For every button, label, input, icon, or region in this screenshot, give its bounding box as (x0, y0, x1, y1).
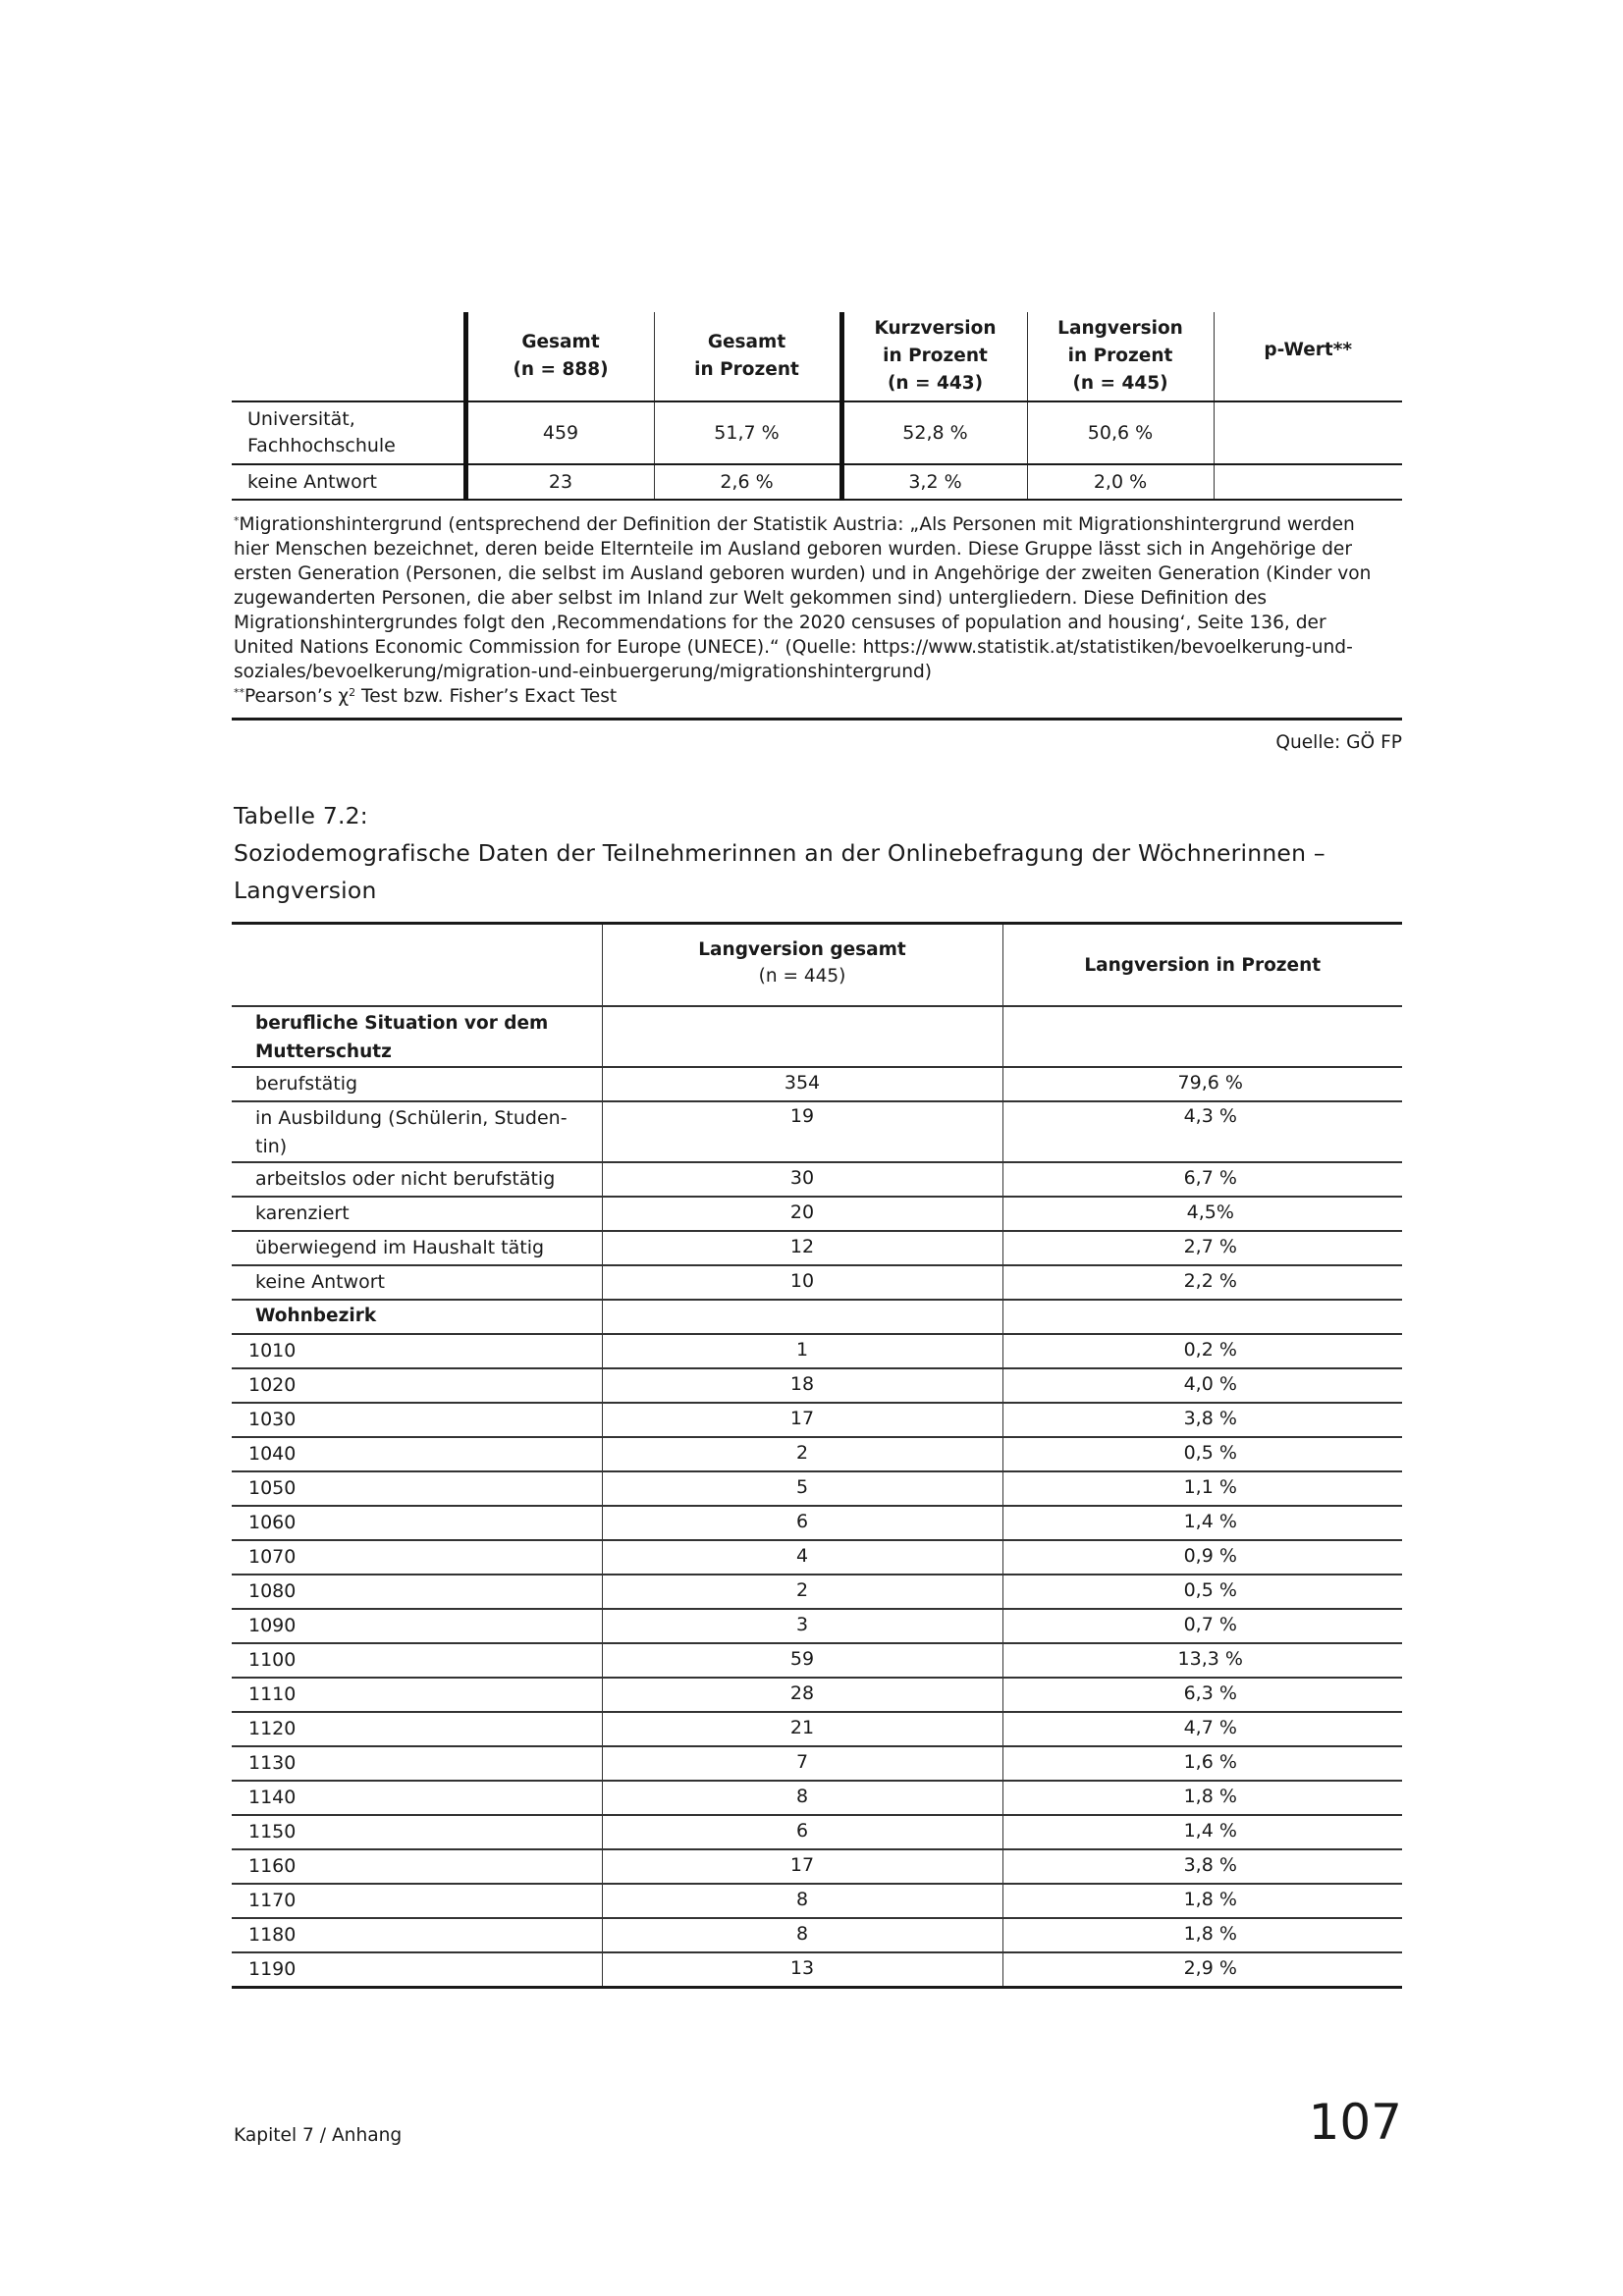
table-header-row (232, 312, 1402, 401)
footnote-line: soziales/bevoelkerung/migration-und-einbuergerung/migrationshintergrund) (234, 662, 933, 682)
cell-n: 20 (602, 1197, 1002, 1231)
cell-n: 4 (602, 1540, 1002, 1575)
row-label (232, 401, 465, 464)
footnote-line: hier Menschen bezeichnet, deren beide Elternteile im Ausland geboren wurden. Diese Gruppe lässt sich in Angehörige der (234, 539, 1352, 560)
table-row (232, 1067, 1402, 1101)
row-label: 1190 (232, 1952, 602, 1988)
row-label: 1110 (232, 1678, 602, 1712)
cell-n: 17 (602, 1403, 1002, 1437)
cell-pct: 0,2 % (1002, 1334, 1402, 1368)
cell-gesamt: 459 (465, 401, 654, 464)
table-row (232, 1506, 1402, 1540)
cell-pct: 4,3 % (1002, 1101, 1402, 1162)
cell-pct: 6,7 % (1002, 1162, 1402, 1197)
row-label: berufstätig (232, 1067, 602, 1101)
caption-title-line2: Langversion (234, 877, 377, 904)
caption-label: Tabelle 7.2: (234, 802, 368, 829)
footnote-rule (232, 718, 1402, 721)
table-row (232, 1575, 1402, 1609)
row-label: 1050 (232, 1471, 602, 1506)
caption-title-line1: Soziodemografische Daten der Teilnehmerinnen an der Onlinebefragung der Wöchnerinnen – (234, 839, 1325, 867)
header-line: in Prozent (694, 359, 799, 380)
header-line: (n = 888) (513, 359, 609, 380)
table-row (232, 1437, 1402, 1471)
cell-pct: 1,8 % (1002, 1781, 1402, 1815)
footnote-line: United Nations Economic Commission for Europe (UNECE).“ (Quelle: https://www.statistik.at/statistiken/bevoelkerung-und- (234, 637, 1353, 658)
table-caption (234, 797, 1402, 909)
footnote-marker: ** (234, 686, 244, 699)
cell-pct: 4,7 % (1002, 1712, 1402, 1746)
section-title-line: berufliche Situation vor dem (255, 1013, 549, 1034)
footnote-test (234, 684, 1402, 709)
cell-pct: 1,4 % (1002, 1506, 1402, 1540)
table-row (232, 1643, 1402, 1678)
cell-gesamt: 23 (465, 464, 654, 500)
label-line: in Ausbildung (Schülerin, Studen- (255, 1107, 568, 1129)
row-label: 1090 (232, 1609, 602, 1643)
cell-n: 354 (602, 1067, 1002, 1101)
row-label: 1100 (232, 1643, 602, 1678)
table-row (232, 1952, 1402, 1988)
header-line: Gesamt (707, 332, 786, 352)
row-label: 1010 (232, 1334, 602, 1368)
footnote-line: Migrationshintergrundes folgt den ‚Recommendations for the 2020 censuses of population and housing‘, Seite 136, der (234, 613, 1326, 633)
table-row (232, 1781, 1402, 1815)
header-langversion-prozent: Langversion in Prozent (1002, 924, 1402, 1007)
cell-n: 19 (602, 1101, 1002, 1162)
row-label: keine Antwort (232, 1265, 602, 1300)
header-line: Langversion (1057, 318, 1183, 339)
table-row (232, 1368, 1402, 1403)
row-label: 1180 (232, 1918, 602, 1952)
empty-cell (1002, 1300, 1402, 1334)
running-footer-chapter: Kapitel 7 / Anhang (234, 2125, 403, 2146)
label-line: keine Antwort (247, 470, 377, 493)
header-line: Langversion gesamt (698, 939, 906, 960)
table-row (232, 1197, 1402, 1231)
table-row (232, 1162, 1402, 1197)
label-line: Fachhochschule (247, 435, 396, 456)
header-line: in Prozent (1067, 346, 1173, 366)
footnote-line: ersten Generation (Personen, die selbst im Ausland geboren wurden) und in Angehörige der zweiten Generation (Kinder von (234, 563, 1372, 584)
table-footnote (234, 512, 1402, 709)
cell-pct: 1,6 % (1002, 1746, 1402, 1781)
footnote-migration (234, 512, 1402, 684)
row-label: 1080 (232, 1575, 602, 1609)
cell-n: 1 (602, 1334, 1002, 1368)
table-row (232, 1231, 1402, 1265)
cell-lang-pct: 50,6 % (1027, 401, 1214, 464)
header-p-wert (1214, 312, 1402, 401)
cell-p-wert (1214, 464, 1402, 500)
cell-n: 2 (602, 1575, 1002, 1609)
district-rows (232, 1334, 1402, 1988)
cell-pct: 1,1 % (1002, 1471, 1402, 1506)
section-title: Wohnbezirk (232, 1300, 602, 1334)
row-label: überwiegend im Haushalt tätig (232, 1231, 602, 1265)
table-row (232, 401, 1402, 464)
cell-pct: 3,8 % (1002, 1403, 1402, 1437)
header-langversion-gesamt (602, 924, 1002, 1007)
cell-p-wert (1214, 401, 1402, 464)
cell-n: 18 (602, 1368, 1002, 1403)
label-line: Universität, (247, 408, 355, 430)
table-row (232, 1918, 1402, 1952)
cell-gesamt-pct: 2,6 % (654, 464, 841, 500)
row-label: 1160 (232, 1849, 602, 1884)
row-label: 1070 (232, 1540, 602, 1575)
section-header-row (232, 1300, 1402, 1334)
table-row (232, 1334, 1402, 1368)
header-langversion (1027, 312, 1214, 401)
source-note: Quelle: GÖ FP (1275, 732, 1402, 753)
cell-n: 10 (602, 1265, 1002, 1300)
row-label: 1040 (232, 1437, 602, 1471)
row-label (232, 1101, 602, 1162)
row-label: 1130 (232, 1746, 602, 1781)
empty-cell (602, 1300, 1002, 1334)
footnote-text: Pearson’s χ (244, 686, 350, 707)
table-row (232, 1265, 1402, 1300)
cell-pct: 4,5% (1002, 1197, 1402, 1231)
cell-pct: 4,0 % (1002, 1368, 1402, 1403)
cell-n: 6 (602, 1506, 1002, 1540)
header-empty (232, 312, 465, 401)
cell-n: 12 (602, 1231, 1002, 1265)
header-line: in Prozent (883, 346, 988, 366)
section-title-line: Mutterschutz (255, 1041, 392, 1062)
section-header-row (232, 1006, 1402, 1067)
header-gesamt-prozent (654, 312, 841, 401)
cell-pct: 0,5 % (1002, 1437, 1402, 1471)
row-label: arbeitslos oder nicht berufstätig (232, 1162, 602, 1197)
cell-pct: 1,8 % (1002, 1884, 1402, 1918)
row-label: 1150 (232, 1815, 602, 1849)
cell-pct: 13,3 % (1002, 1643, 1402, 1678)
table-row (232, 1712, 1402, 1746)
table-row (232, 1849, 1402, 1884)
cell-pct: 1,4 % (1002, 1815, 1402, 1849)
row-label: 1170 (232, 1884, 602, 1918)
cell-n: 8 (602, 1918, 1002, 1952)
row-label: 1030 (232, 1403, 602, 1437)
table-previous-continued (232, 312, 1402, 501)
cell-n: 6 (602, 1815, 1002, 1849)
footnote-marker: * (234, 514, 240, 527)
footnote-line: zugewanderten Personen, die aber selbst im Inland zur Welt gekommen sind) untergliedern. Diese Definition des (234, 588, 1268, 609)
header-line: p-Wert** (1264, 340, 1353, 360)
row-label: karenziert (232, 1197, 602, 1231)
cell-n: 7 (602, 1746, 1002, 1781)
header-line: Gesamt (521, 332, 600, 352)
footnote-line: Migrationshintergrund (entsprechend der Definition der Statistik Austria: „Als Personen mit Migrationshintergrund werden (239, 514, 1355, 535)
cell-n: 3 (602, 1609, 1002, 1643)
cell-pct: 0,7 % (1002, 1609, 1402, 1643)
header-line: (n = 445) (758, 966, 846, 987)
cell-n: 8 (602, 1781, 1002, 1815)
row-label (232, 464, 465, 500)
cell-n: 8 (602, 1884, 1002, 1918)
cell-n: 17 (602, 1849, 1002, 1884)
cell-gesamt-pct: 51,7 % (654, 401, 841, 464)
cell-kurz-pct: 3,2 % (841, 464, 1027, 500)
superscript: 2 (349, 686, 356, 699)
cell-pct: 2,9 % (1002, 1952, 1402, 1988)
header-line: (n = 443) (887, 373, 984, 394)
table-row (232, 1609, 1402, 1643)
cell-pct: 2,7 % (1002, 1231, 1402, 1265)
cell-n: 59 (602, 1643, 1002, 1678)
cell-pct: 2,2 % (1002, 1265, 1402, 1300)
cell-n: 30 (602, 1162, 1002, 1197)
table-row (232, 464, 1402, 500)
cell-n: 13 (602, 1952, 1002, 1988)
table-row (232, 1403, 1402, 1437)
table-row (232, 1815, 1402, 1849)
table-row (232, 1884, 1402, 1918)
footnote-text: Test bzw. Fisher’s Exact Test (355, 686, 618, 707)
cell-n: 28 (602, 1678, 1002, 1712)
header-line: (n = 445) (1072, 373, 1168, 394)
cell-n: 2 (602, 1437, 1002, 1471)
page-number: 107 (1308, 2094, 1402, 2151)
cell-kurz-pct: 52,8 % (841, 401, 1027, 464)
header-line: Kurzversion (874, 318, 997, 339)
empty-cell (1002, 1006, 1402, 1067)
row-label: 1020 (232, 1368, 602, 1403)
row-label: 1120 (232, 1712, 602, 1746)
cell-pct: 0,5 % (1002, 1575, 1402, 1609)
label-line: tin) (255, 1136, 288, 1157)
table-row (232, 1101, 1402, 1162)
cell-pct: 3,8 % (1002, 1849, 1402, 1884)
cell-pct: 1,8 % (1002, 1918, 1402, 1952)
cell-lang-pct: 2,0 % (1027, 464, 1214, 500)
table-row (232, 1746, 1402, 1781)
table-row (232, 1678, 1402, 1712)
cell-pct: 0,9 % (1002, 1540, 1402, 1575)
empty-cell (602, 1006, 1002, 1067)
table-7-2 (232, 922, 1402, 1989)
row-label: 1060 (232, 1506, 602, 1540)
cell-pct: 79,6 % (1002, 1067, 1402, 1101)
header-kurzversion (841, 312, 1027, 401)
table-header-row (232, 924, 1402, 1007)
cell-n: 21 (602, 1712, 1002, 1746)
table-row (232, 1540, 1402, 1575)
row-label: 1140 (232, 1781, 602, 1815)
header-empty (232, 924, 602, 1007)
cell-pct: 6,3 % (1002, 1678, 1402, 1712)
cell-n: 5 (602, 1471, 1002, 1506)
section-title (232, 1006, 602, 1067)
table-row (232, 1471, 1402, 1506)
header-gesamt (465, 312, 654, 401)
